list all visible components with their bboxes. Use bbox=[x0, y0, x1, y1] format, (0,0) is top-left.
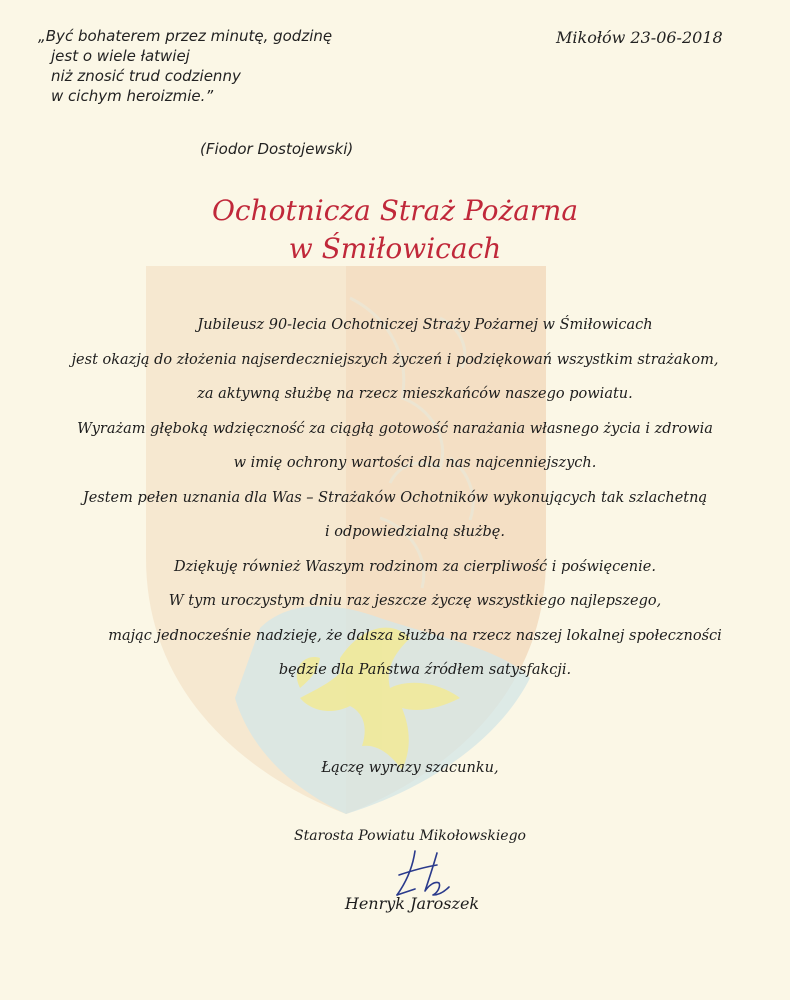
body-line: będzie dla Państwa źródłem satysfakcji. bbox=[278, 662, 572, 678]
body-line: za aktywną służbę na rzecz mieszkańców naszego powiatu. bbox=[197, 386, 633, 402]
quote-line: jest o wiele łatwiej bbox=[51, 47, 190, 65]
quote-author: (Fiodor Dostojewski) bbox=[200, 140, 354, 158]
quote-line: w cichym heroizmie.” bbox=[51, 87, 214, 105]
letter-date: Mikołów 23-06-2018 bbox=[556, 28, 723, 47]
letter-body bbox=[30, 308, 760, 688]
signer-name: Henryk Jaroszek bbox=[344, 894, 480, 913]
body-line: jest okazją do złożenia najserdeczniejszych życzeń i podziękowań wszystkim strażakom, bbox=[71, 351, 719, 368]
title-line-1: Ochotnicza Straż Pożarna bbox=[211, 194, 579, 227]
body-line: Dziękuję również Waszym rodzinom za cierpliwość i poświęcenie. bbox=[174, 558, 656, 575]
body-line: Jestem pełen uznania dla Was – Strażaków Ochotników wykonujących tak szlachetną bbox=[82, 489, 708, 506]
letter-title bbox=[0, 192, 790, 268]
body-line: W tym uroczystym dniu raz jeszcze życzę wszystkiego najlepszego, bbox=[168, 593, 662, 609]
body-line: mając jednocześnie nadzieję, że dalsza służba na rzecz naszej lokalnej społeczności bbox=[108, 627, 722, 644]
quote-line: „Być bohaterem przez minutę, godzinę bbox=[38, 27, 333, 45]
body-line: i odpowiedzialną służbę. bbox=[325, 524, 505, 540]
signer-title: Starosta Powiatu Mikołowskiego bbox=[294, 828, 526, 844]
body-line: Jubileusz 90-lecia Ochotniczej Straży Pożarnej w Śmiłowicach bbox=[197, 317, 653, 333]
quote-line: niż znosić trud codzienny bbox=[51, 67, 241, 85]
closing-phrase: Łączę wyrazy szacunku, bbox=[321, 760, 499, 776]
title-line-2: w Śmiłowicach bbox=[288, 232, 502, 265]
body-line: w imię ochrony wartości dla nas najcenniejszych. bbox=[233, 455, 597, 471]
epigraph-quote bbox=[38, 26, 378, 106]
body-line: Wyrażam głęboką wdzięczność za ciągłą gotowość narażania własnego życia i zdrowia bbox=[77, 420, 713, 437]
